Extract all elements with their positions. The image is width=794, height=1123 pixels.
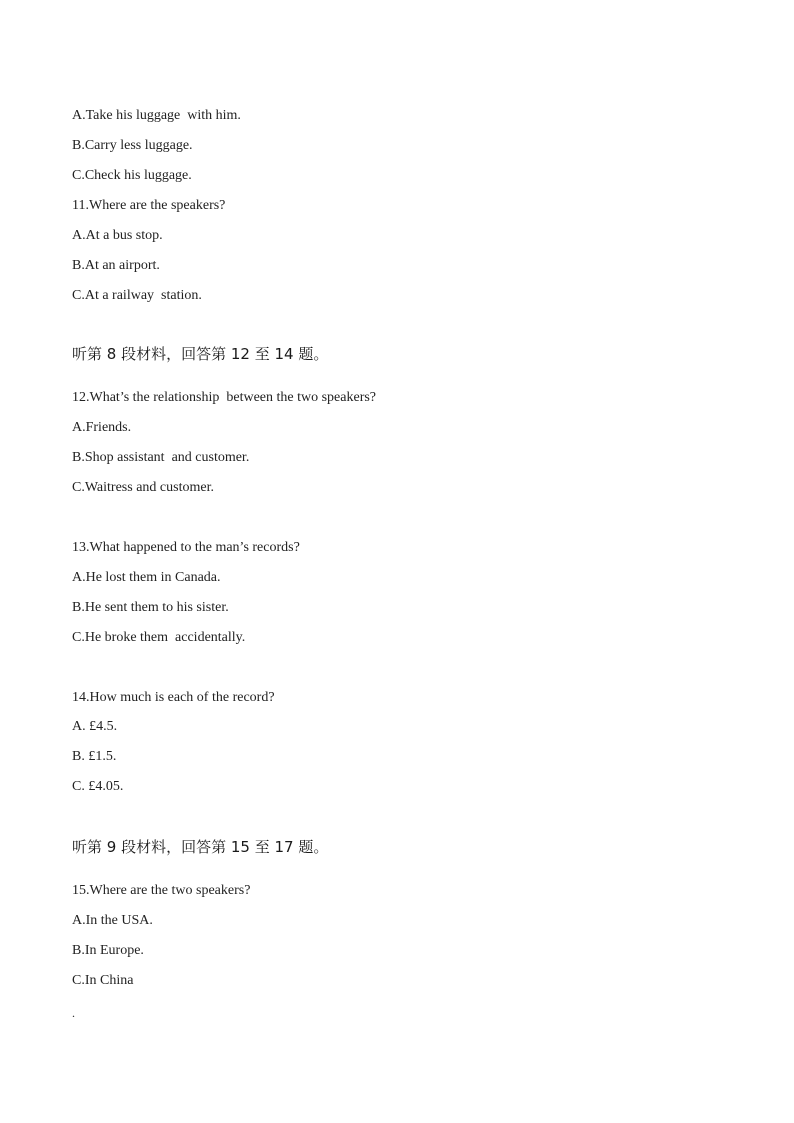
q11-option-b: B.At an airport. bbox=[72, 258, 160, 273]
q15-option-c: C.In China bbox=[72, 973, 134, 988]
section-9-heading: 听第 9 段材料，回答第 15 至 17 题。 bbox=[72, 838, 329, 856]
q10-option-a: A.Take his luggage with him. bbox=[72, 108, 241, 123]
q12-option-c: C.Waitress and customer. bbox=[72, 480, 214, 495]
q13-question: 13.What happened to the man’s records? bbox=[72, 540, 300, 555]
q14-option-a: A. £4.5. bbox=[72, 719, 118, 734]
q10-option-c: C.Check his luggage. bbox=[72, 168, 192, 183]
q15-option-a: A.In the USA. bbox=[72, 913, 153, 928]
q11-option-a: A.At a bus stop. bbox=[72, 228, 163, 243]
q14-option-c: C. £4.05. bbox=[72, 779, 124, 794]
q15-question: 15.Where are the two speakers? bbox=[72, 883, 251, 898]
section-8-heading: 听第 8 段材料，回答第 12 至 14 题。 bbox=[72, 345, 329, 363]
q11-question: 11.Where are the speakers? bbox=[72, 198, 226, 213]
q13-option-a: A.He lost them in Canada. bbox=[72, 570, 221, 585]
q11-option-c: C.At a railway station. bbox=[72, 288, 202, 303]
q12-option-a: A.Friends. bbox=[72, 420, 132, 435]
q12-option-b: B.Shop assistant and customer. bbox=[72, 450, 250, 465]
q13-option-b: B.He sent them to his sister. bbox=[72, 600, 229, 615]
trailing-mark: . bbox=[72, 1006, 75, 1020]
q10-option-b: B.Carry less luggage. bbox=[72, 138, 193, 153]
q14-question: 14.How much is each of the record? bbox=[72, 690, 275, 705]
q14-option-b: B. £1.5. bbox=[72, 749, 117, 764]
q13-option-c: C.He broke them accidentally. bbox=[72, 630, 246, 645]
q15-option-b: B.In Europe. bbox=[72, 943, 144, 958]
q12-question: 12.What’s the relationship between the two speakers? bbox=[72, 390, 377, 405]
